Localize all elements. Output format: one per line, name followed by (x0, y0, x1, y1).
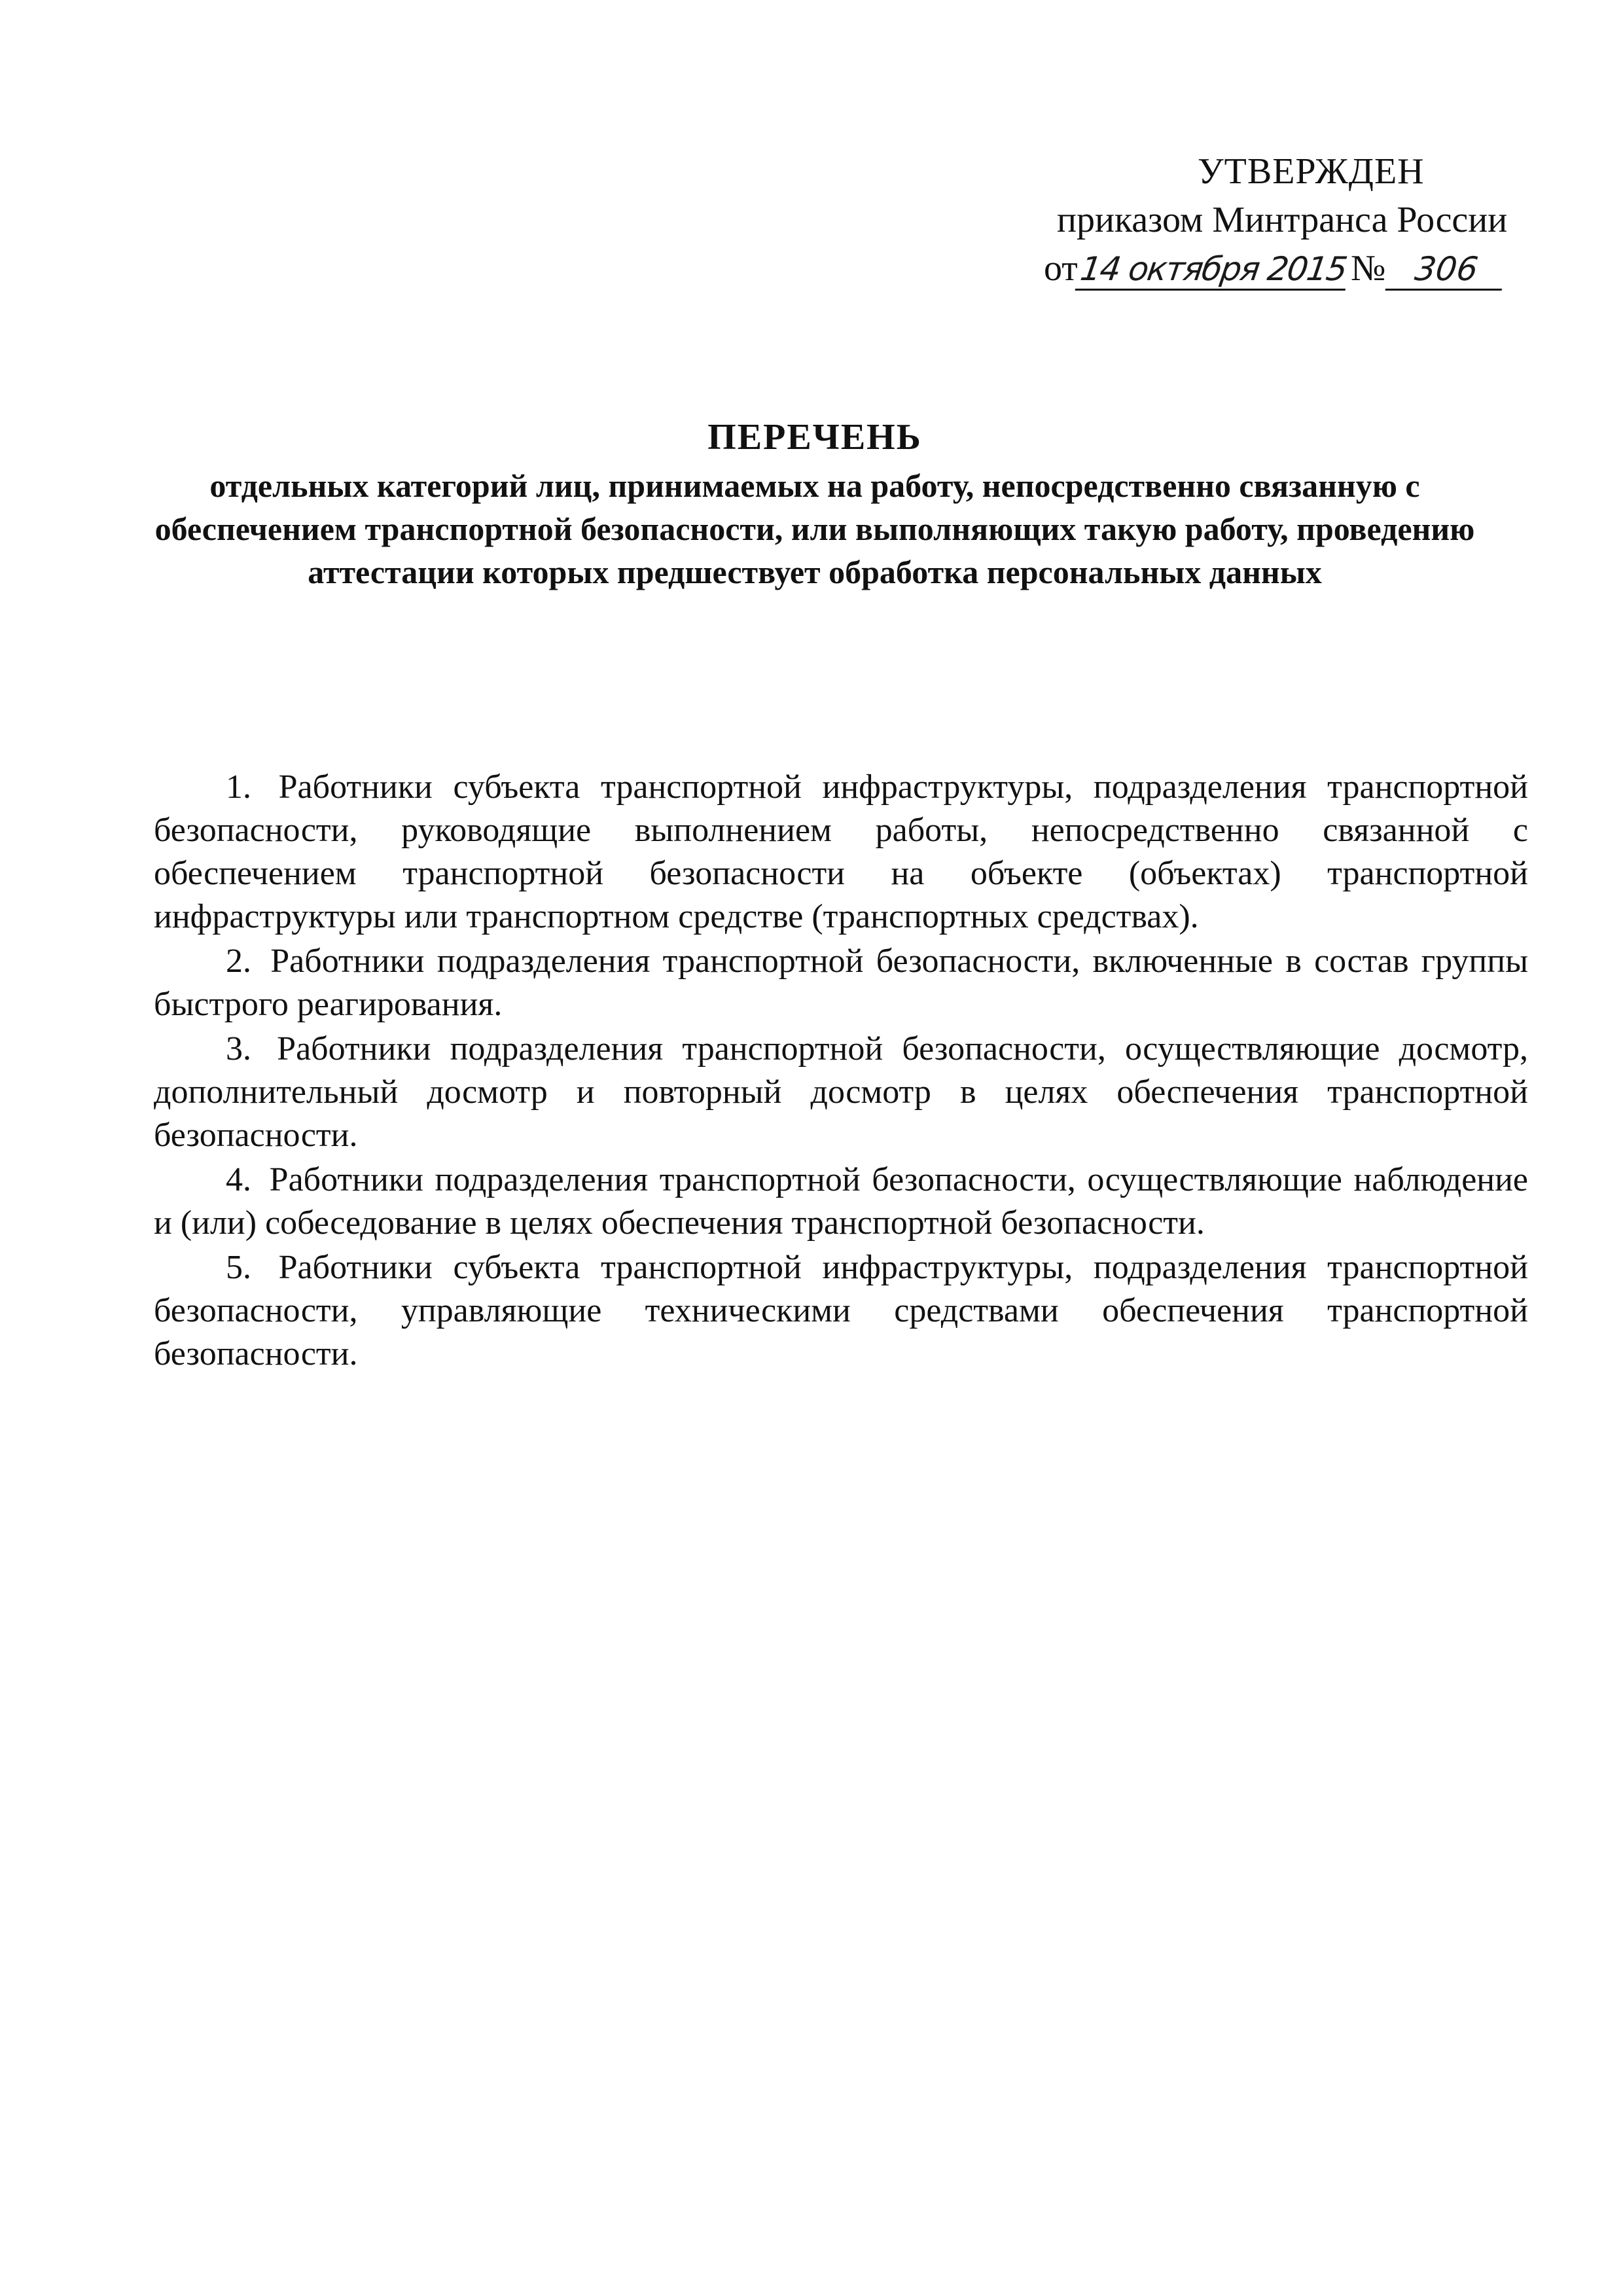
list-item (154, 940, 1528, 1026)
list-item (154, 1028, 1528, 1157)
list-item-text: Работники подразделения транспортной безопасности, включенные в состав группы быстрого реагирования. (154, 942, 1529, 1023)
handwritten-date: 14 октября 2015 (1075, 249, 1351, 291)
list-item-number: 2. (226, 942, 251, 980)
approval-issuer: приказом Минтранса России (1057, 200, 1508, 240)
list-item-number: 3. (226, 1030, 251, 1067)
document-title-block (151, 416, 1479, 594)
list-item-number: 1. (226, 768, 251, 806)
list-item (154, 766, 1528, 939)
date-prefix: от (1044, 248, 1078, 289)
list-item (154, 1158, 1528, 1245)
list-item-text: Работники субъекта транспортной инфраструктуры, подразделения транспортной безопасности, руководящие выполнением работы, непосредственно связанной с обеспечением транспортной безопасности на объекте (объектах) транспортной инфраструктуры или транспортном средстве (транспортных средствах). (154, 768, 1528, 935)
document-subtitle: отдельных категорий лиц, принимаемых на работу, непосредственно связанную с обеспечением транспортной безопасности, или выполняющих такую работу, проведению аттестации которых предшествует обработка персональных данных (154, 467, 1475, 590)
categories-list (154, 766, 1528, 1377)
list-item-number: 5. (226, 1249, 251, 1286)
document-heading: ПЕРЕЧЕНЬ (707, 417, 922, 457)
handwritten-order-number: 306 (1385, 249, 1508, 291)
approval-status: УТВЕРЖДЕН (1198, 151, 1425, 192)
list-item-number: 4. (226, 1161, 251, 1198)
list-item-text: Работники субъекта транспортной инфраструктуры, подразделения транспортной безопасности, управляющие техническими средствами обеспечения транспортной безопасности. (154, 1249, 1528, 1372)
list-item-text: Работники подразделения транспортной безопасности, осуществляющие наблюдение и (или) собеседование в целях обеспечения транспортной безопасности. (154, 1161, 1529, 1242)
list-item-text: Работники подразделения транспортной безопасности, осуществляющие досмотр, дополнительный досмотр и повторный досмотр в целях обеспечения транспортной безопасности. (154, 1030, 1529, 1154)
approval-block (1034, 147, 1544, 296)
approval-date-line (1034, 244, 1544, 296)
number-sign: № (1351, 248, 1386, 289)
list-item (154, 1246, 1528, 1376)
